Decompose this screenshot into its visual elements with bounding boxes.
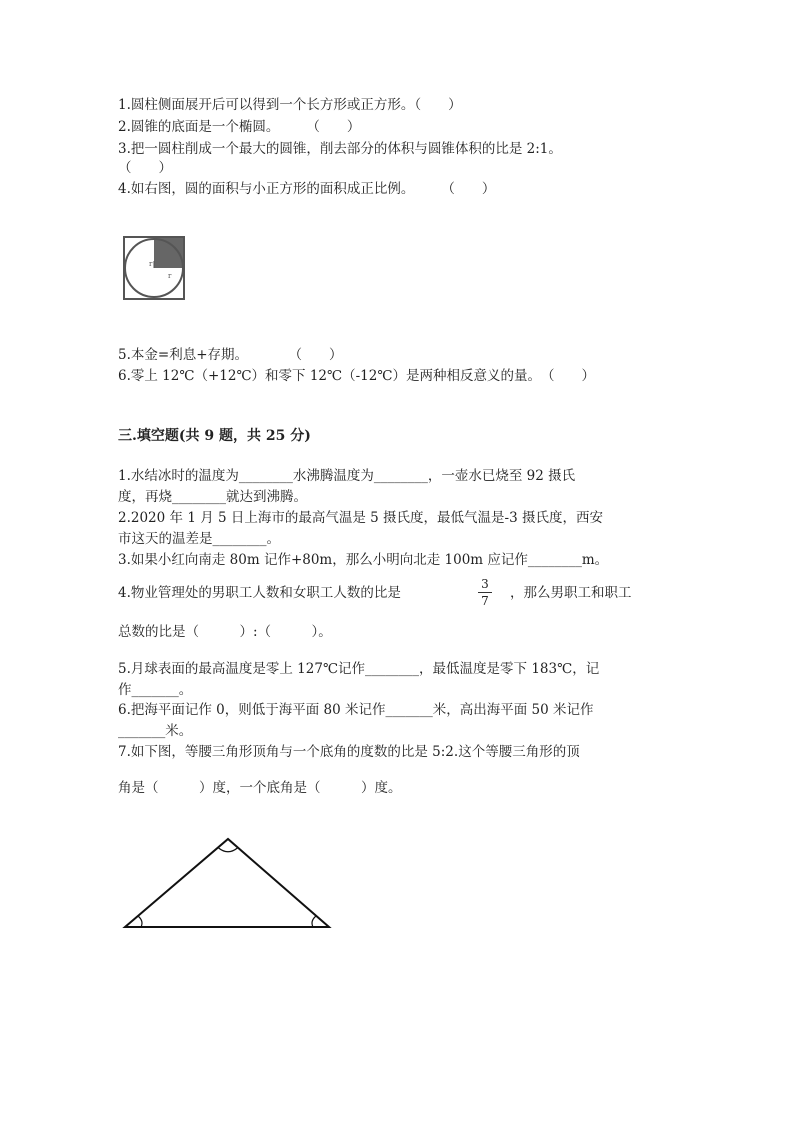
svg-text:r: r [149, 260, 153, 268]
isosceles-triangle-figure [120, 834, 334, 932]
svg-text:r: r [168, 272, 172, 280]
fraction-numerator: 3 [481, 577, 489, 591]
fill-q6-line2: _______米。 [118, 723, 193, 739]
fill-q5-line2: 作_______。 [118, 682, 193, 698]
judgment-q5: 5.本金=利息+存期。 （ ） [118, 347, 343, 363]
fill-q4-line1-pre: 4.物业管理处的男职工人数和女职工人数的比是 [118, 585, 401, 601]
fraction-bar [478, 592, 492, 593]
fill-q2-line2: 市这天的温差是________。 [118, 531, 280, 547]
fill-q1-line1: 1.水结冰时的温度为________水沸腾温度为________，一壶水已烧至 92 摄氏 [118, 468, 576, 484]
fill-q6-line1: 6.把海平面记作 0，则低于海平面 80 米记作_______米，高出海平面 50 米记作 [118, 702, 594, 718]
fraction [478, 577, 492, 608]
section-title: 三.填空题(共 9 题，共 25 分) [118, 428, 311, 444]
judgment-q2: 2.圆锥的底面是一个椭圆。 （ ） [118, 119, 361, 135]
judgment-q4: 4.如右图，圆的面积与小正方形的面积成正比例。 （ ） [118, 181, 496, 197]
fill-q7-line2: 角是（ ）度，一个底角是（ ）度。 [118, 780, 402, 796]
fill-q3: 3.如果小红向南走 80m 记作+80m，那么小明向北走 100m 应记作________m。 [118, 552, 609, 568]
judgment-q1: 1.圆柱侧面展开后可以得到一个长方形或正方形。（ ） [118, 97, 462, 113]
circle-square-figure [121, 234, 187, 302]
fill-q7-line1: 7.如下图，等腰三角形顶角与一个底角的度数的比是 5:2.这个等腰三角形的顶 [118, 744, 580, 760]
fraction-denominator: 7 [481, 594, 489, 608]
judgment-q6: 6.零上 12℃（+12℃）和零下 12℃（-12℃）是两种相反意义的量。 （ ） [118, 368, 595, 384]
judgment-q3-line2: （ ） [118, 160, 172, 176]
fill-q4-line2: 总数的比是（ ）:（ ）。 [118, 624, 332, 640]
fill-q5-line1: 5.月球表面的最高温度是零上 127℃记作________，最低温度是零下 183℃，记 [118, 661, 600, 677]
fill-q4-line1-post: ，那么男职工和职工 [510, 585, 632, 601]
fill-q1-line2: 度，再烧________就达到沸腾。 [118, 489, 307, 505]
fill-q2-line1: 2.2020 年 1 月 5 日上海市的最高气温是 5 摄氏度，最低气温是-3 摄氏度，西安 [118, 510, 603, 526]
judgment-q3-line1: 3.把一圆柱削成一个最大的圆锥，削去部分的体积与圆锥体积的比是 2:1。 [118, 141, 562, 157]
